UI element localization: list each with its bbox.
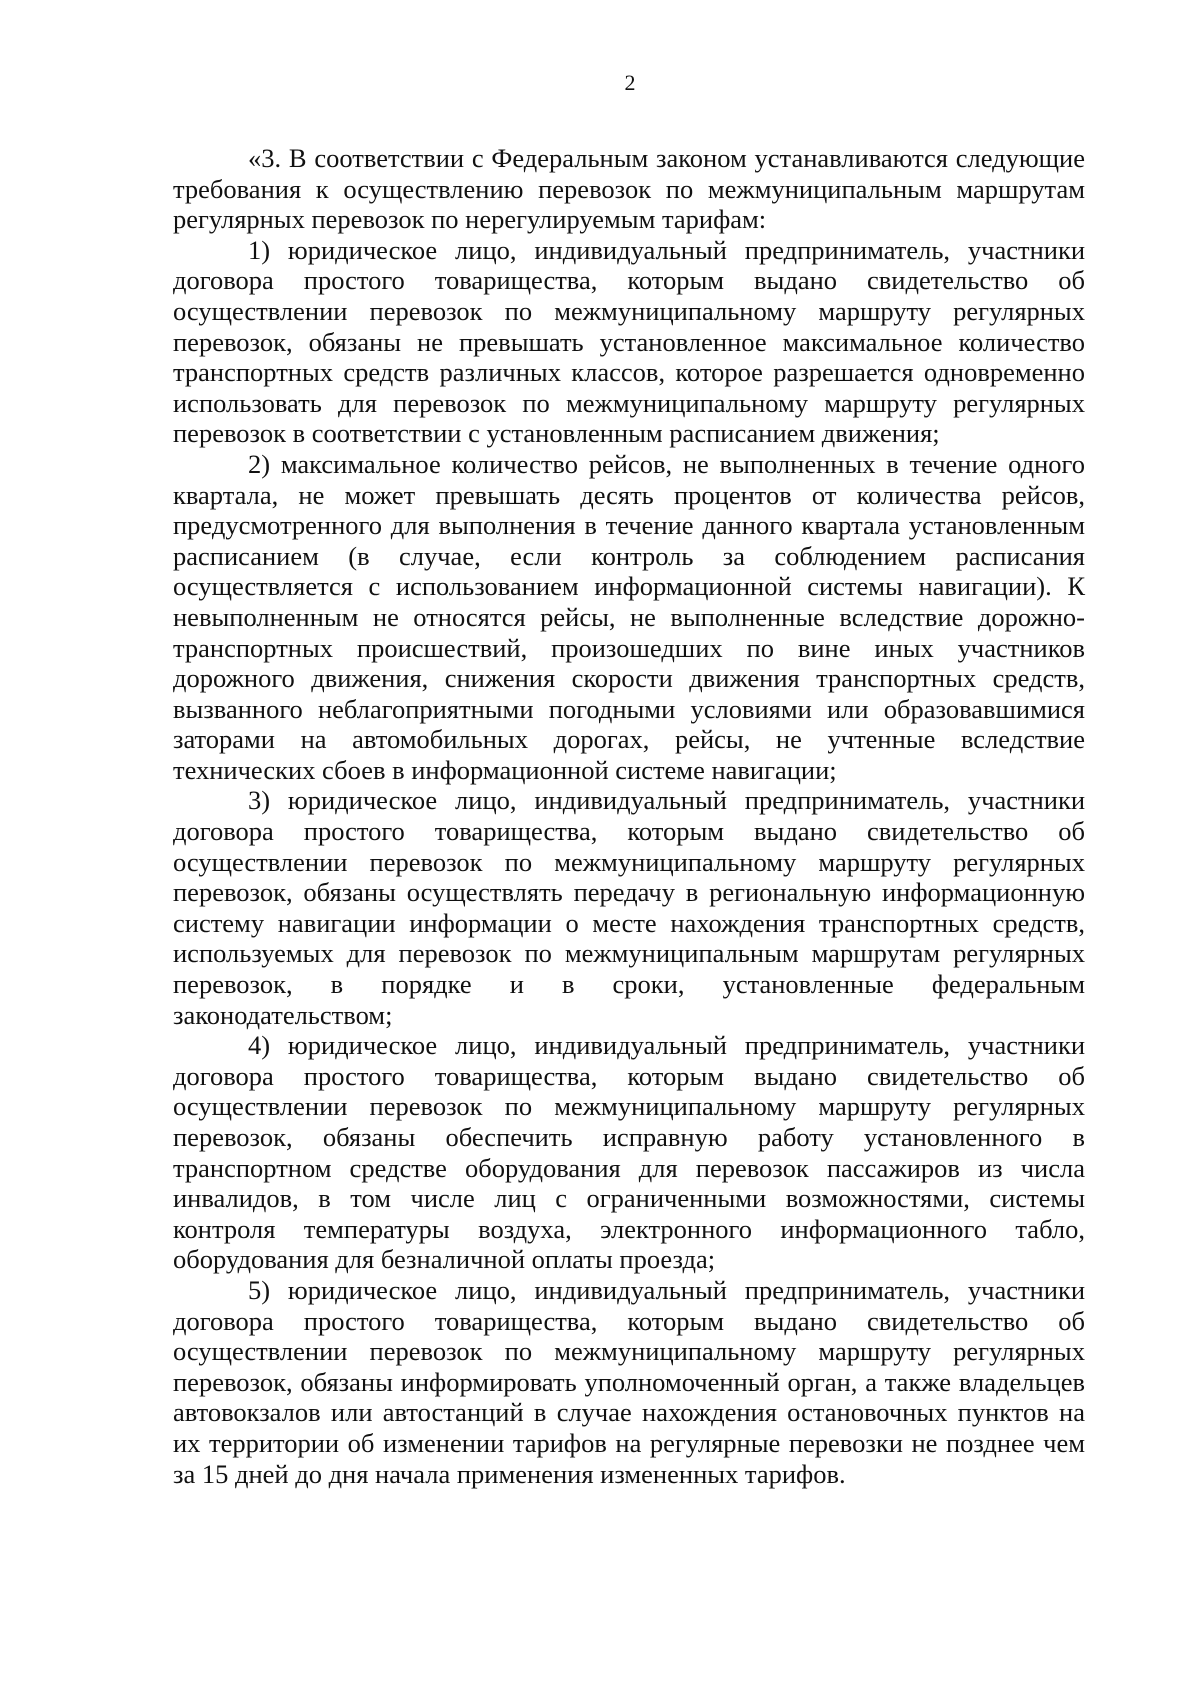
paragraph-item-3: 3) юридическое лицо, индивидуальный предприниматель, участники договора простого товарищества, которым выдано свидетельство об осуществлении перевозок по межмуниципальному маршруту регулярных перевозок, обязаны осуществлять передачу в региональную информационную систему навигации информации о месте нахождения транспортных средств, используемых для перевозок по межмуниципальным маршрутам регулярных перевозок, в порядке и в сроки, установленные федеральным законодательством; xyxy=(173,785,1085,1030)
paragraph-item-1: 1) юридическое лицо, индивидуальный предприниматель, участники договора простого товарищества, которым выдано свидетельство об осуществлении перевозок по межмуниципальному маршруту регулярных перевозок, обязаны не превышать установленное максимальное количество транспортных средств различных классов, которое разрешается одновременно использовать для перевозок по межмуниципальному маршруту регулярных перевозок в соответствии с установленным расписанием движения; xyxy=(173,234,1085,449)
document-body xyxy=(173,143,1085,1489)
paragraph-item-2: 2) максимальное количество рейсов, не выполненных в течение одного квартала, не может превышать десять процентов от количества рейсов, предусмотренного для выполнения в течение данного квартала установленным расписанием (в случае, если контроль за соблюдением расписания осуществляется с использованием информационной системы навигации). К невыполненным не относятся рейсы, не выполненные вследствие дорожно-транспортных происшествий, произошедших по вине иных участников дорожного движения, снижения скорости движения транспортных средств, вызванного неблагоприятными погодными условиями или образовавшимися заторами на автомобильных дорогах, рейсы, не учтенные вследствие технических сбоев в информационной системе навигации; xyxy=(173,448,1085,785)
paragraph-intro: «3. В соответствии с Федеральным законом устанавливаются следующие требования к осуществлению перевозок по межмуниципальным маршрутам регулярных перевозок по нерегулируемым тарифам: xyxy=(173,143,1085,235)
page-number: 2 xyxy=(624,70,636,95)
paragraph-item-5: 5) юридическое лицо, индивидуальный предприниматель, участники договора простого товарищества, которым выдано свидетельство об осуществлении перевозок по межмуниципальному маршруту регулярных перевозок, обязаны информировать уполномоченный орган, а также владельцев автовокзалов или автостанций в случае нахождения остановочных пунктов на их территории об изменении тарифов на регулярные перевозки не позднее чем за 15 дней до дня начала применения измененных тарифов. xyxy=(173,1274,1085,1489)
paragraph-item-4: 4) юридическое лицо, индивидуальный предприниматель, участники договора простого товарищества, которым выдано свидетельство об осуществлении перевозок по межмуниципальному маршруту регулярных перевозок, обязаны обеспечить исправную работу установленного в транспортном средстве оборудования для перевозок пассажиров из числа инвалидов, в том числе лиц с ограниченными возможностями, системы контроля температуры воздуха, электронного информационного табло, оборудования для безналичной оплаты проезда; xyxy=(173,1030,1085,1275)
